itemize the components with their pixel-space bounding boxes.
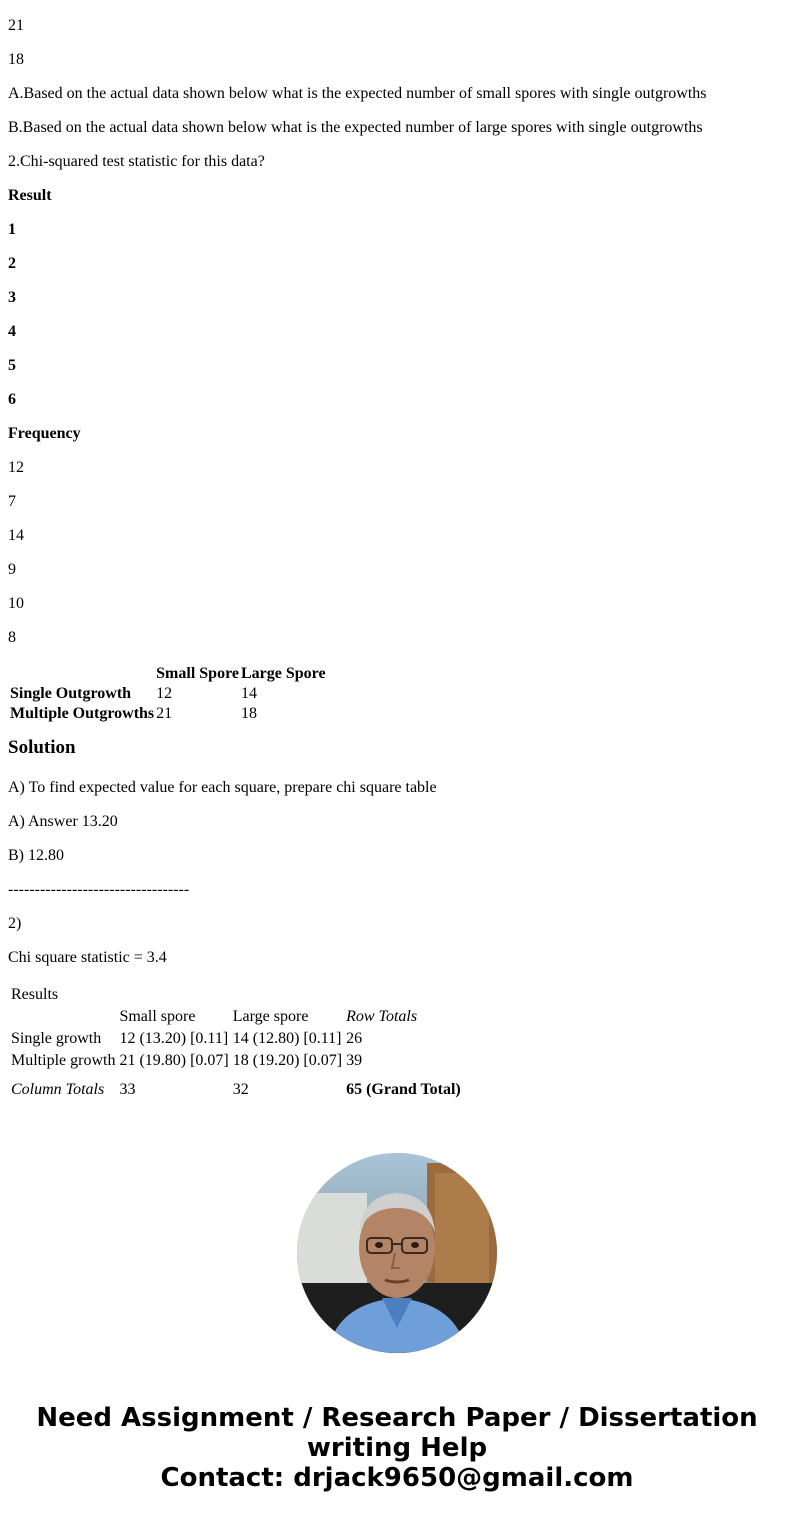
top-value: 18	[8, 51, 24, 68]
frequency-value: 8	[8, 629, 16, 646]
table-header-row	[10, 665, 326, 683]
frequency-label: Frequency	[8, 425, 81, 442]
result-value: 4	[8, 323, 16, 340]
row-label: Single Outgrowth	[10, 685, 132, 702]
table-row	[10, 1029, 462, 1049]
result-label: Result	[8, 187, 52, 204]
table-cell: 12	[156, 685, 173, 702]
divider-line: ----------------------------------	[8, 881, 190, 898]
results-header-row	[10, 1007, 462, 1027]
table-row	[10, 685, 326, 703]
promo-line: writing Help	[306, 1433, 488, 1463]
solution-heading: Solution	[8, 737, 76, 758]
result-value: 6	[8, 391, 16, 408]
document-body	[8, 0, 786, 1102]
cut-heading	[8, 0, 786, 1]
table-cell: 39	[346, 1052, 363, 1069]
promo-line: Need Assignment / Research Paper / Dissertation	[36, 1403, 758, 1433]
table-cell: 32	[232, 1081, 249, 1098]
solution-line: A) Answer 13.20	[8, 813, 118, 830]
table-cell: 14 (12.80) [0.11]	[232, 1030, 342, 1047]
result-value: 3	[8, 289, 16, 306]
solution-line: 2)	[8, 915, 22, 932]
result-value: 2	[8, 255, 16, 272]
frequency-value: 7	[8, 493, 16, 510]
table-cell: 12 (13.20) [0.11]	[119, 1030, 229, 1047]
author-avatar	[297, 1153, 497, 1353]
table-row	[10, 1051, 462, 1071]
solution-line: B) 12.80	[8, 847, 64, 864]
table-header-cell	[10, 665, 154, 683]
results-table	[8, 983, 464, 1102]
table-header-cell: Small Spore	[156, 665, 239, 682]
author-photo	[297, 1153, 497, 1353]
grand-total-cell: 65 (Grand Total)	[346, 1081, 461, 1098]
table-header-cell: Large Spore	[240, 665, 326, 682]
table-cell: 18	[240, 705, 257, 722]
table-cell: 21 (19.80) [0.07]	[119, 1052, 229, 1069]
frequency-value: 10	[8, 595, 24, 612]
spore-table	[8, 663, 328, 725]
question-2: 2.Chi-squared test statistic for this data?	[8, 153, 265, 170]
frequency-value: 14	[8, 527, 24, 544]
top-value: 21	[8, 17, 24, 34]
row-label: Multiple growth	[11, 1052, 116, 1069]
results-header-cell: Large spore	[232, 1008, 309, 1025]
results-header-cell: Row Totals	[346, 1008, 418, 1025]
solution-line: Chi square statistic = 3.4	[8, 949, 167, 966]
question-b: B.Based on the actual data shown below what is the expected number of large spores with single outgrowths	[8, 119, 703, 136]
table-row	[10, 705, 326, 723]
result-value: 1	[8, 221, 16, 238]
question-a: A.Based on the actual data shown below what is the expected number of small spores with single outgrowths	[8, 85, 707, 102]
row-label: Column Totals	[11, 1081, 105, 1098]
table-cell: 26	[346, 1030, 363, 1047]
table-cell: 18 (19.20) [0.07]	[232, 1052, 343, 1069]
promo-contact: Contact: drjack9650@gmail.com	[160, 1463, 634, 1493]
results-header-cell: Small spore	[119, 1008, 196, 1025]
promo-banner	[0, 1403, 794, 1493]
table-cell: 33	[119, 1081, 136, 1098]
row-label: Multiple Outgrowths	[10, 705, 155, 722]
row-label: Single growth	[11, 1030, 102, 1047]
solution-line: A) To find expected value for each square, prepare chi square table	[8, 779, 437, 796]
result-value: 5	[8, 357, 16, 374]
frequency-value: 9	[8, 561, 16, 578]
results-title-row	[10, 985, 462, 1005]
frequency-value: 12	[8, 459, 24, 476]
results-header-cell	[10, 1007, 116, 1027]
results-title: Results	[11, 986, 59, 1003]
table-cell: 21	[156, 705, 173, 722]
totals-row	[10, 1073, 462, 1100]
table-cell: 14	[240, 685, 257, 702]
